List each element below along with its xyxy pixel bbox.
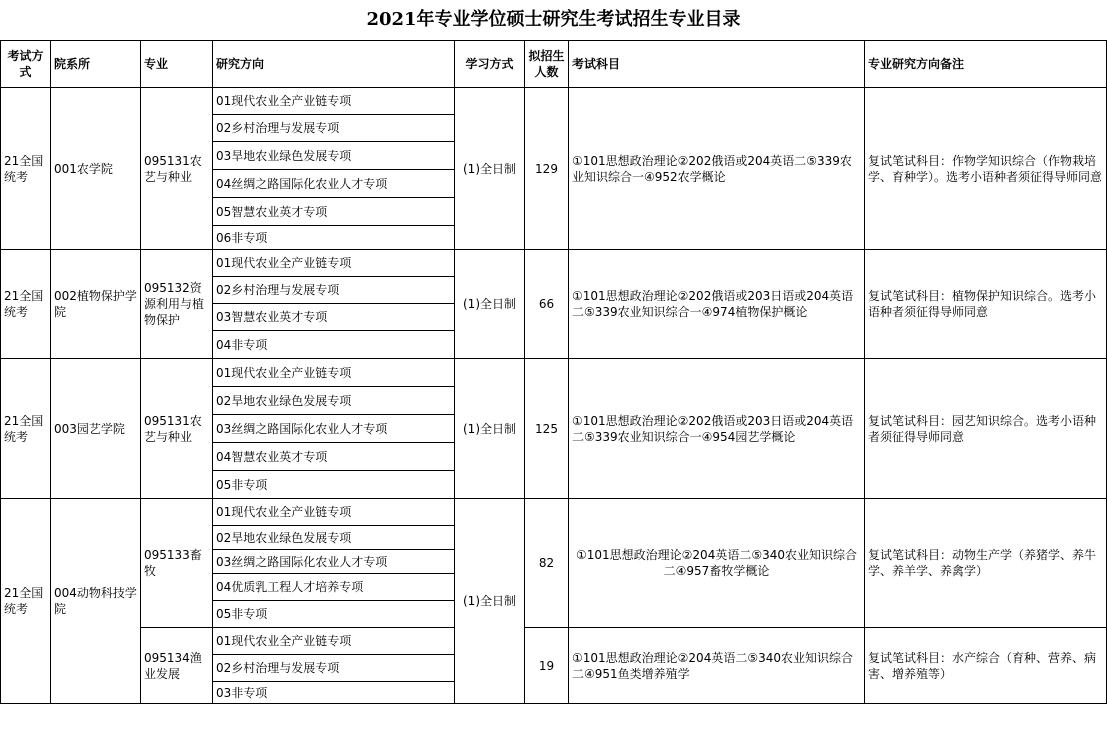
mode-cell: 21全国统考 [1, 359, 51, 499]
notes-cell: 复试笔试科目：水产综合（育种、营养、病害、增养殖等） [865, 628, 1107, 704]
direction-cell: 04智慧农业英才专项 [213, 443, 455, 471]
table-row [1, 499, 1107, 526]
subjects-cell: ①101思想政治理论②202俄语或204英语二⑤339农业知识综合一④952农学概论 [569, 88, 865, 250]
page-title: 2021年专业学位硕士研究生考试招生专业目录 [366, 9, 741, 30]
direction-cell: 05非专项 [213, 601, 455, 628]
dept-cell: 001农学院 [51, 88, 141, 250]
direction-cell: 04优质乳工程人才培养专项 [213, 574, 455, 601]
subjects-cell: ①101思想政治理论②204英语二⑤340农业知识综合二④951鱼类增养殖学 [569, 628, 865, 704]
table-row [1, 88, 1107, 115]
header-row [1, 41, 1107, 88]
catalog-table [0, 40, 1107, 704]
table-row [1, 250, 1107, 277]
table-row [1, 628, 1107, 655]
dept-cell: 003园艺学院 [51, 359, 141, 499]
col-header-direction: 研究方向 [213, 41, 455, 88]
direction-cell: 06非专项 [213, 226, 455, 250]
direction-cell: 02乡村治理与发展专项 [213, 277, 455, 304]
direction-cell: 03非专项 [213, 682, 455, 704]
subjects-cell: ①101思想政治理论②202俄语或203日语或204英语二⑤339农业知识综合一④974植物保护概论 [569, 250, 865, 359]
direction-cell: 02旱地农业绿色发展专项 [213, 387, 455, 415]
dept-cell: 004动物科技学院 [51, 499, 141, 704]
direction-cell: 02旱地农业绿色发展专项 [213, 526, 455, 550]
direction-cell: 01现代农业全产业链专项 [213, 628, 455, 655]
quota-cell: 129 [525, 88, 569, 250]
quota-cell: 82 [525, 499, 569, 628]
col-header-dept: 院系所 [51, 41, 141, 88]
col-header-quota: 拟招生人数 [525, 41, 569, 88]
notes-cell: 复试笔试科目：动物生产学（养猪学、养牛学、养羊学、养禽学） [865, 499, 1107, 628]
col-header-notes: 专业研究方向备注 [865, 41, 1107, 88]
col-header-mode: 考试方式 [1, 41, 51, 88]
direction-cell: 05智慧农业英才专项 [213, 198, 455, 226]
col-header-study: 学习方式 [455, 41, 525, 88]
direction-cell: 02乡村治理与发展专项 [213, 655, 455, 682]
direction-cell: 01现代农业全产业链专项 [213, 250, 455, 277]
col-header-subjects: 考试科目 [569, 41, 865, 88]
study-cell: (1)全日制 [455, 250, 525, 359]
notes-cell: 复试笔试科目：作物学知识综合（作物栽培学、育种学）。选考小语种者须征得导师同意 [865, 88, 1107, 250]
major-cell: 095133畜牧 [141, 499, 213, 628]
mode-cell: 21全国统考 [1, 250, 51, 359]
direction-cell: 04非专项 [213, 331, 455, 359]
mode-cell: 21全国统考 [1, 88, 51, 250]
study-cell: (1)全日制 [455, 499, 525, 704]
col-header-major: 专业 [141, 41, 213, 88]
dept-cell: 002植物保护学院 [51, 250, 141, 359]
direction-cell: 03丝绸之路国际化农业人才专项 [213, 550, 455, 574]
direction-cell: 03智慧农业英才专项 [213, 304, 455, 331]
direction-cell: 04丝绸之路国际化农业人才专项 [213, 170, 455, 198]
study-cell: (1)全日制 [455, 88, 525, 250]
major-cell: 095132资源利用与植物保护 [141, 250, 213, 359]
quota-cell: 125 [525, 359, 569, 499]
study-cell: (1)全日制 [455, 359, 525, 499]
subjects-cell: ①101思想政治理论②204英语二⑤340农业知识综合二④957畜牧学概论 [569, 499, 865, 628]
subjects-cell: ①101思想政治理论②202俄语或203日语或204英语二⑤339农业知识综合一④954园艺学概论 [569, 359, 865, 499]
notes-cell: 复试笔试科目：园艺知识综合。选考小语种者须征得导师同意 [865, 359, 1107, 499]
direction-cell: 05非专项 [213, 471, 455, 499]
major-cell: 095131农艺与种业 [141, 88, 213, 250]
direction-cell: 01现代农业全产业链专项 [213, 359, 455, 387]
table-row [1, 359, 1107, 387]
quota-cell: 19 [525, 628, 569, 704]
direction-cell: 02乡村治理与发展专项 [213, 115, 455, 142]
major-cell: 095131农艺与种业 [141, 359, 213, 499]
quota-cell: 66 [525, 250, 569, 359]
notes-cell: 复试笔试科目：植物保护知识综合。选考小语种者须征得导师同意 [865, 250, 1107, 359]
mode-cell: 21全国统考 [1, 499, 51, 704]
direction-cell: 01现代农业全产业链专项 [213, 499, 455, 526]
major-cell: 095134渔业发展 [141, 628, 213, 704]
direction-cell: 03丝绸之路国际化农业人才专项 [213, 415, 455, 443]
direction-cell: 03旱地农业绿色发展专项 [213, 142, 455, 170]
direction-cell: 01现代农业全产业链专项 [213, 88, 455, 115]
